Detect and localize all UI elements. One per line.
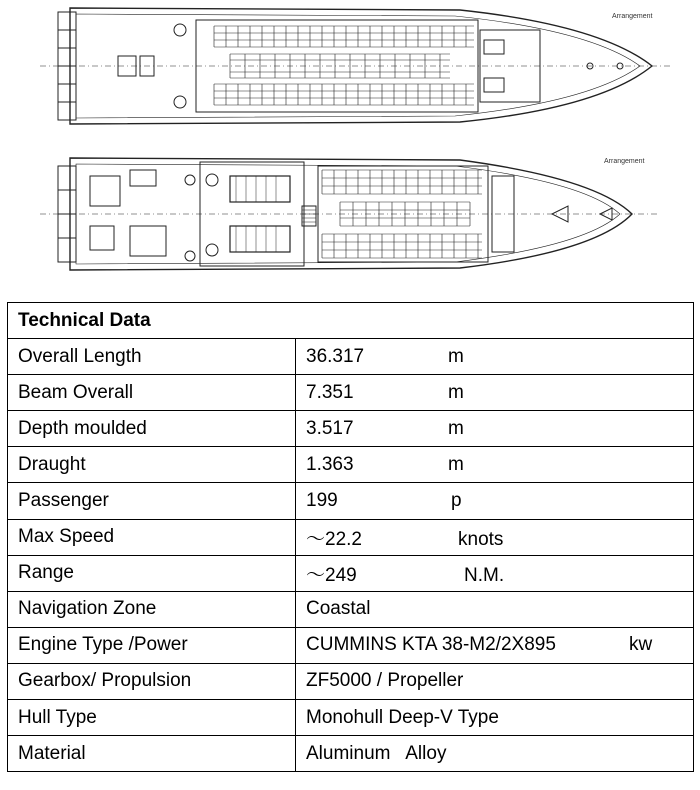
- row-unit: m: [448, 417, 464, 439]
- row-value-cell: [296, 447, 694, 483]
- table-row: [8, 555, 694, 591]
- row-value-cell: [296, 555, 694, 591]
- row-value-cell: [296, 411, 694, 447]
- table-row: [8, 411, 694, 447]
- row-label: Material: [8, 736, 296, 772]
- upper-plan-label: Arrangement: [612, 13, 653, 20]
- row-value: ～22.2: [306, 528, 362, 550]
- row-value-cell: [296, 591, 694, 627]
- technical-data-table: [7, 302, 694, 772]
- row-value: 3.517: [306, 417, 354, 439]
- row-value-cell: [296, 375, 694, 411]
- row-label: Hull Type: [8, 700, 296, 736]
- row-value: Aluminum Alloy: [306, 742, 447, 764]
- row-unit: knots: [458, 528, 504, 550]
- row-value-cell: [296, 700, 694, 736]
- row-label: Draught: [8, 447, 296, 483]
- table-header-row: [8, 303, 694, 339]
- row-value-cell: [296, 519, 694, 555]
- row-label: Max Speed: [8, 519, 296, 555]
- table-row: [8, 663, 694, 699]
- row-value: 199: [306, 490, 338, 512]
- table-row: [8, 591, 694, 627]
- row-value: Monohull Deep-V Type: [306, 706, 499, 728]
- row-unit: kw: [629, 634, 653, 656]
- row-value: ～249: [306, 564, 357, 586]
- row-value-cell: [296, 339, 694, 375]
- row-value-cell: [296, 483, 694, 519]
- table-row: [8, 375, 694, 411]
- table-row: [8, 519, 694, 555]
- row-unit: m: [448, 453, 464, 475]
- general-arrangement-drawings: [0, 0, 700, 288]
- row-value-cell: [296, 736, 694, 772]
- row-value: CUMMINS KTA 38-M2/2X895: [306, 634, 556, 656]
- table-row: [8, 736, 694, 772]
- row-label: Engine Type /Power: [8, 627, 296, 663]
- row-unit: m: [448, 381, 464, 403]
- row-unit: N.M.: [464, 564, 505, 586]
- row-label: Depth moulded: [8, 411, 296, 447]
- lower-plan-label: Arrangement: [604, 158, 645, 165]
- row-label: Passenger: [8, 483, 296, 519]
- row-value: Coastal: [306, 598, 371, 620]
- row-label: Navigation Zone: [8, 591, 296, 627]
- row-value-cell: [296, 627, 694, 663]
- table-row: [8, 483, 694, 519]
- row-value: 1.363: [306, 453, 354, 475]
- row-label: Overall Length: [8, 339, 296, 375]
- row-value: 36.317: [306, 345, 365, 367]
- table-title: Technical Data: [8, 303, 694, 339]
- row-value: ZF5000 / Propeller: [306, 670, 464, 692]
- row-unit: p: [451, 490, 462, 512]
- table-row: [8, 447, 694, 483]
- row-label: Range: [8, 555, 296, 591]
- row-value: 7.351: [306, 381, 354, 403]
- row-label: Gearbox/ Propulsion: [8, 663, 296, 699]
- row-unit: m: [448, 345, 464, 367]
- table-row: [8, 700, 694, 736]
- table-row: [8, 627, 694, 663]
- row-label: Beam Overall: [8, 375, 296, 411]
- upper-deck-plan: [40, 8, 670, 124]
- row-value-cell: [296, 663, 694, 699]
- table-row: [8, 339, 694, 375]
- main-deck-plan: [40, 158, 660, 270]
